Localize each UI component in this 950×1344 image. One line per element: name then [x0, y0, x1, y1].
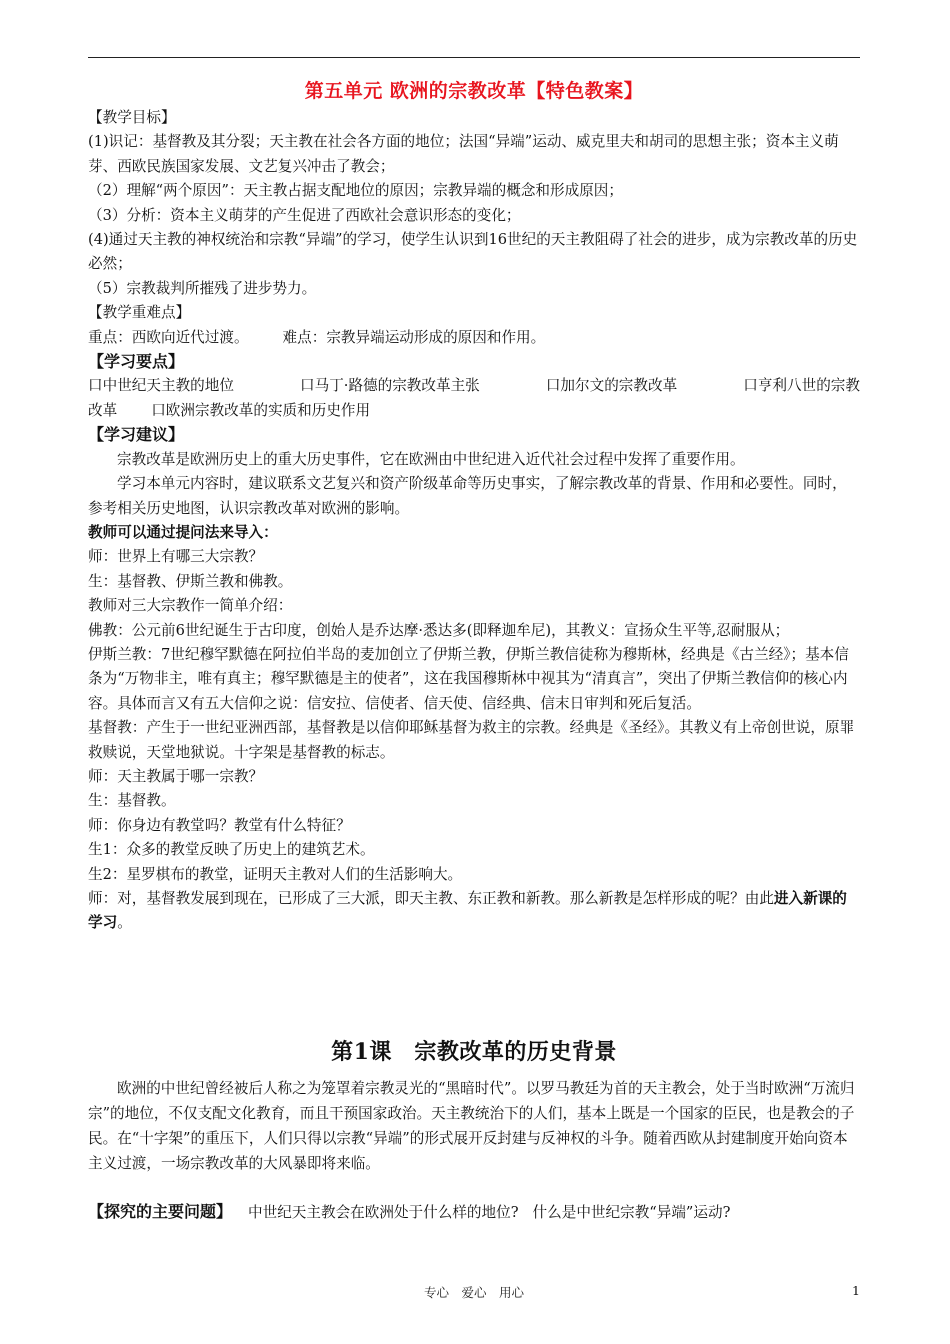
- suggestion-paragraph: 宗教改革是欧洲历史上的重大历史事件，它在欧洲由中世纪进入近代社会过程中发挥了重要作用。: [117, 450, 745, 468]
- study-points-row: [88, 399, 860, 423]
- lesson-title: 第1课 宗教改革的历史背景: [331, 1039, 617, 1065]
- document-title: 第五单元 欧洲的宗教改革【特色教案】: [304, 80, 644, 102]
- buddhism-paragraph: 佛教：公元前6世纪诞生于古印度，创始人是乔达摩·悉达多(即释迦牟尼)，其教义：宣扬众生平等,忍耐服从；: [88, 621, 790, 639]
- new-lesson-emphasis: 进入新课的学习: [88, 890, 847, 932]
- explore-label: 【探究的主要问题】: [88, 1202, 233, 1221]
- dialogue-text: 师：对，基督教发展到现在，已形成了三大派，即天主教、东正教和新教。那么新教是怎样形成的呢？由此: [88, 890, 774, 907]
- dialogue-line: 生：基督教、伊斯兰教和佛教。: [88, 572, 293, 590]
- header-rule: [88, 57, 860, 58]
- dialogue-line: 生2：星罗棋布的教堂，证明天主教对人们的生活影响大。: [88, 865, 463, 883]
- explore-question: 什么是中世纪宗教“异端”运动?: [532, 1204, 731, 1221]
- focus-text: 重点：西欧向近代过渡。: [88, 328, 249, 346]
- study-point-item: 口加尔文的宗教改革: [545, 377, 678, 395]
- key-points-line: [88, 326, 860, 350]
- suggestions-heading: 【学习建议】: [88, 425, 185, 445]
- suggestion-paragraph: 学习本单元内容时，建议联系文艺复兴和资产阶级革命等历史事实，了解宗教改革的背景、作用和必要性。同时，参考相关历史地图，认识宗教改革对欧洲的影响。: [88, 475, 847, 517]
- objectives-heading: 【教学目标】: [88, 109, 176, 126]
- study-point-item: 口马丁·路德的宗教改革主张: [300, 377, 480, 395]
- explore-question: 中世纪天主教会在欧洲处于什么样的地位?: [248, 1204, 519, 1221]
- christianity-paragraph: 基督教：产生于一世纪亚洲西部，基督教是以信仰耶稣基督为救主的宗教。经典是《圣经》。其教义有上帝创世说，原罪救赎说，天堂地狱说。十字架是基督教的标志。: [88, 719, 855, 761]
- islam-paragraph: 伊斯兰教：7世纪穆罕默德在阿拉伯半岛的麦加创立了伊斯兰教，伊斯兰教信徒称为穆斯林，经典是《古兰经》；基本信条为“万物非主，唯有真主；穆罕默德是主的使者”，这在我国穆斯林中视其为“清真言”，突出了伊斯兰教信仰的核心内容。具体而言又有五大信仰之说：信安拉、信使者、信天使、信经典、信末日审判和死后复活。: [88, 645, 849, 712]
- study-point-item: 口欧洲宗教改革的实质和历史作用: [151, 401, 371, 419]
- objective-item: （3）分析：资本主义萌芽的产生促进了西欧社会意识形态的变化；: [88, 206, 521, 224]
- lesson-paragraph: 欧洲的中世纪曾经被后人称之为笼罩着宗教灵光的“黑暗时代”。以罗马教廷为首的天主教会，处于当时欧洲“万流归宗”的地位，不仅支配文化教育，而且干预国家政治。天主教统治下的人们，基本上既是一个国家的臣民，也是教会的子民。在“十字架”的重压下，人们只得以宗教“异端”的形式展开反封建与反神权的斗争。随着西欧从封建制度开始向资本主义过渡，一场宗教改革的大风暴即将来临。: [88, 1080, 855, 1172]
- study-point-item: 改革: [88, 401, 118, 419]
- objective-item: （2）理解“两个原因”：天主教占据支配地位的原因；宗教异端的概念和形成原因；: [88, 182, 623, 200]
- study-points-heading: 【学习要点】: [88, 352, 185, 372]
- explore-questions: [88, 1199, 860, 1225]
- dialogue-line: 师：世界上有哪三大宗教？: [88, 548, 264, 566]
- dialogue-line: [88, 887, 860, 936]
- page-footer: 专心 爱心 用心: [423, 1285, 524, 1300]
- intro-heading: 教师可以通过提问法来导入：: [88, 523, 278, 541]
- dialogue-line: 师：天主教属于哪一宗教？: [88, 767, 264, 785]
- page-number: 1: [852, 1283, 860, 1298]
- dialogue-line: 生1：众多的教堂反映了历史上的建筑艺术。: [88, 841, 375, 859]
- study-point-item: 口亨利八世的宗教: [743, 377, 860, 395]
- dialogue-end: 。: [117, 914, 132, 932]
- dialogue-line: 生：基督教。: [88, 792, 176, 810]
- objective-item: (1)识记：基督教及其分裂；天主教在社会各方面的地位；法国“异端”运动、威克里夫和胡司的思想主张；资本主义萌芽、西欧民族国家发展、文艺复兴冲击了教会；: [88, 133, 839, 175]
- study-point-item: 口中世纪天主教的地位: [88, 377, 234, 395]
- difficulty-text: 难点：宗教异端运动形成的原因和作用。: [282, 328, 546, 346]
- dialogue-line: 师：你身边有教堂吗？教堂有什么特征？: [88, 816, 351, 834]
- lesson-body: [88, 1076, 860, 1176]
- key-points-heading: 【教学重难点】: [88, 304, 191, 322]
- objective-item: （5）宗教裁判所摧残了进步势力。: [88, 279, 317, 297]
- objective-item: (4)通过天主教的神权统治和宗教“异端”的学习，使学生认识到16世纪的天主教阻碍了社会的进步，成为宗教改革的历史必然；: [88, 231, 858, 273]
- study-points-row: [88, 374, 860, 398]
- document-body: [88, 106, 860, 936]
- dialogue-line: 教师对三大宗教作一简单介绍：: [88, 597, 293, 615]
